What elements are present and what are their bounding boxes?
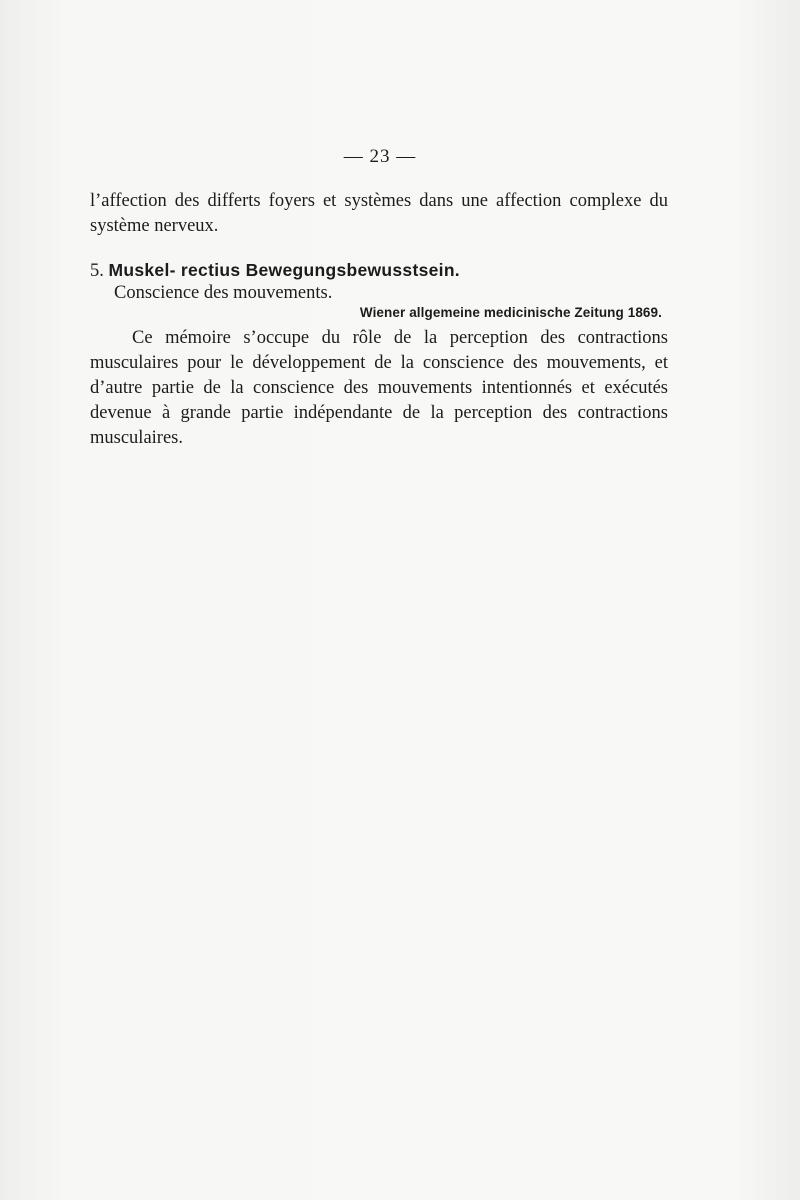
section-subtitle: Conscience des mouvements.	[114, 283, 333, 303]
continuation-paragraph: l’affection des differts foyers et systèmes dans une affection complexe du système nerveux.	[90, 191, 668, 236]
section-number: 5.	[90, 261, 104, 281]
section-title: Muskel- rectius Bewegungsbewusstsein.	[108, 260, 460, 280]
section-body: Ce mémoire s’occupe du rôle de la perception des contractions musculaires pour le développement de la conscience des mouvements, et d’autre partie de la conscience des mouvements intentionnés et exécutés devenue à grande partie indépendante de la perception des contractions musculaires.	[90, 328, 668, 448]
bleed-through-shadow	[100, 460, 680, 483]
page-number: — 23 —	[343, 146, 417, 167]
section-heading	[90, 258, 460, 283]
section-source: Wiener allgemeine medicinische Zeitung 1869.	[359, 305, 662, 320]
